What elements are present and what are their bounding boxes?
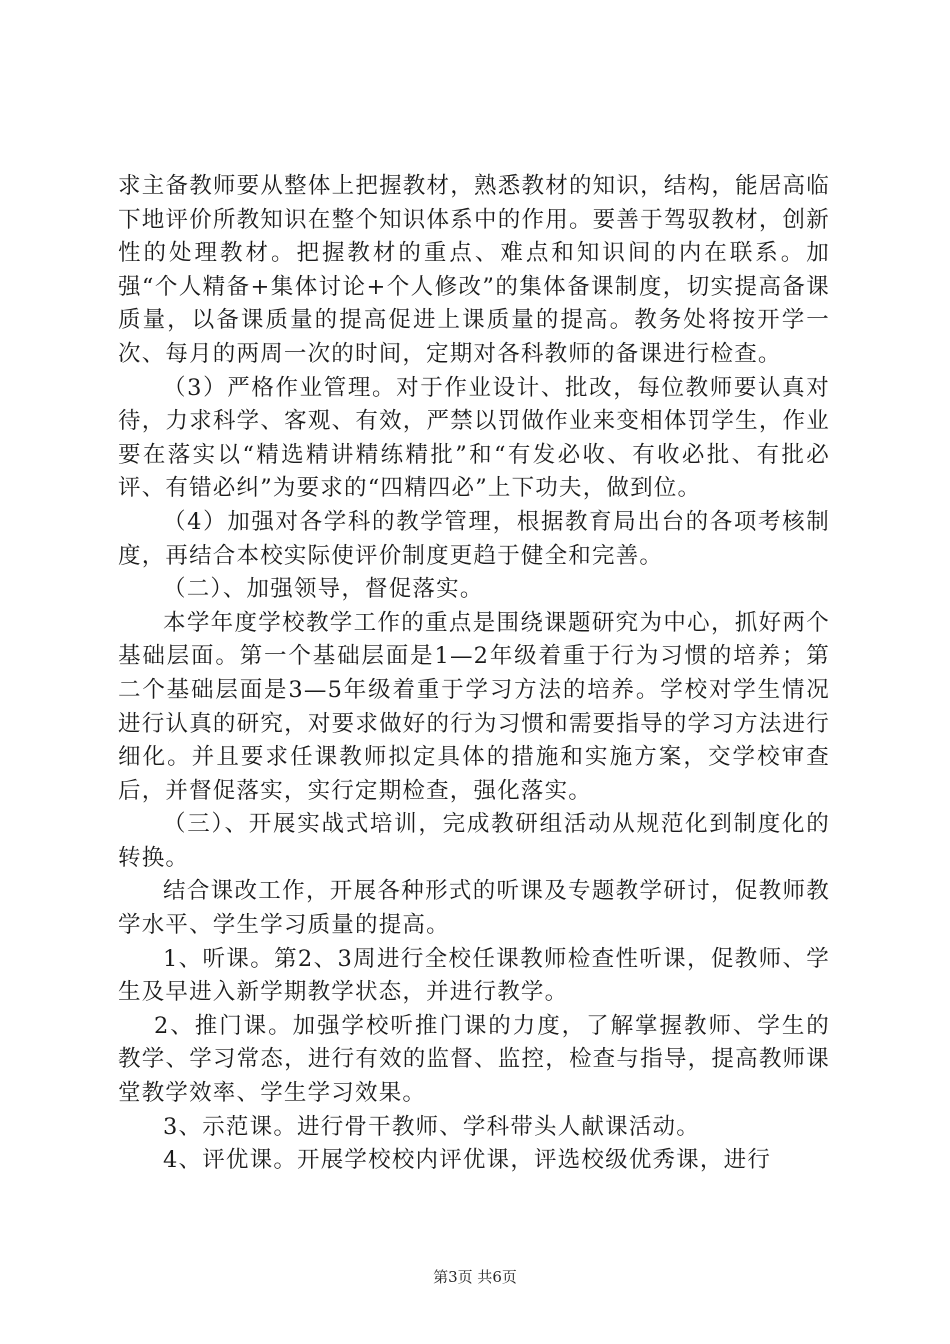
paragraph-7: 结合课改工作，开展各种形式的听课及专题教学研讨，促教师教学水平、学生学习质量的提高。 bbox=[118, 878, 830, 939]
list-item-1: 1、听课。第2、3周进行全校任课教师检查性听课，促教师、学生及早进入新学期教学状态，并进行教学。 bbox=[118, 945, 830, 1006]
paragraph-1: 求主备教师要从整体上把握教材，熟悉教材的知识，结构，能居高临下地评价所教知识在整个知识体系中的作用。要善于驾驭教材，创新性的处理教材。把握教材的重点、难点和知识间的内在联系。加强“个人精备+集体讨论+个人修改”的集体备课制度，切实提高备课质量，以备课质量的提高促进上课质量的提高。教务处将按开学一次、每月的两周一次的时间，定期对各科教师的备课进行检查。 bbox=[118, 173, 830, 367]
page-number: 第3页 共6页 bbox=[433, 1268, 517, 1286]
section-heading-2: （二）、加强领导，督促落实。 bbox=[163, 576, 484, 603]
list-item-4: 4、评优课。开展学校校内评优课，评选校级优秀课，进行 bbox=[163, 1147, 772, 1174]
section-heading-3: （三）、开展实战式培训，完成教研组活动从规范化到制度化的转换。 bbox=[118, 811, 830, 871]
paragraph-2: （3）严格作业管理。对于作业设计、批改，每位教师要认真对待，力求科学、客观、有效，严禁以罚做作业来变相体罚学生，作业要在落实以“精选精讲精练精批”和“有发必收、有收必批、有批必评、有错必纠”为要求的“四精四必”上下功夫，做到位。 bbox=[118, 374, 830, 502]
list-item-3: 3、示范课。进行骨干教师、学科带头人献课活动。 bbox=[163, 1113, 700, 1140]
document-body bbox=[118, 170, 830, 1178]
list-item-2: 2、推门课。加强学校听推门课的力度，了解掌握教师、学生的教学、学习常态，进行有效的监督、监控，检查与指导，提高教师课堂教学效率、学生学习效果。 bbox=[118, 1012, 830, 1107]
paragraph-3: （4）加强对各学科的教学管理，根据教育局出台的各项考核制度，再结合本校实际使评价制度更趋于健全和完善。 bbox=[118, 508, 830, 569]
paragraph-5: 本学年度学校教学工作的重点是围绕课题研究为中心，抓好两个基础层面。第一个基础层面是1—2年级着重于行为习惯的培养；第二个基础层面是3—5年级着重于学习方法的培养。学校对学生情况进行认真的研究，对要求做好的行为习惯和需要指导的学习方法进行细化。并且要求任课教师拟定具体的措施和实施方案，交学校审查后，并督促落实，实行定期检查，强化落实。 bbox=[118, 609, 830, 804]
